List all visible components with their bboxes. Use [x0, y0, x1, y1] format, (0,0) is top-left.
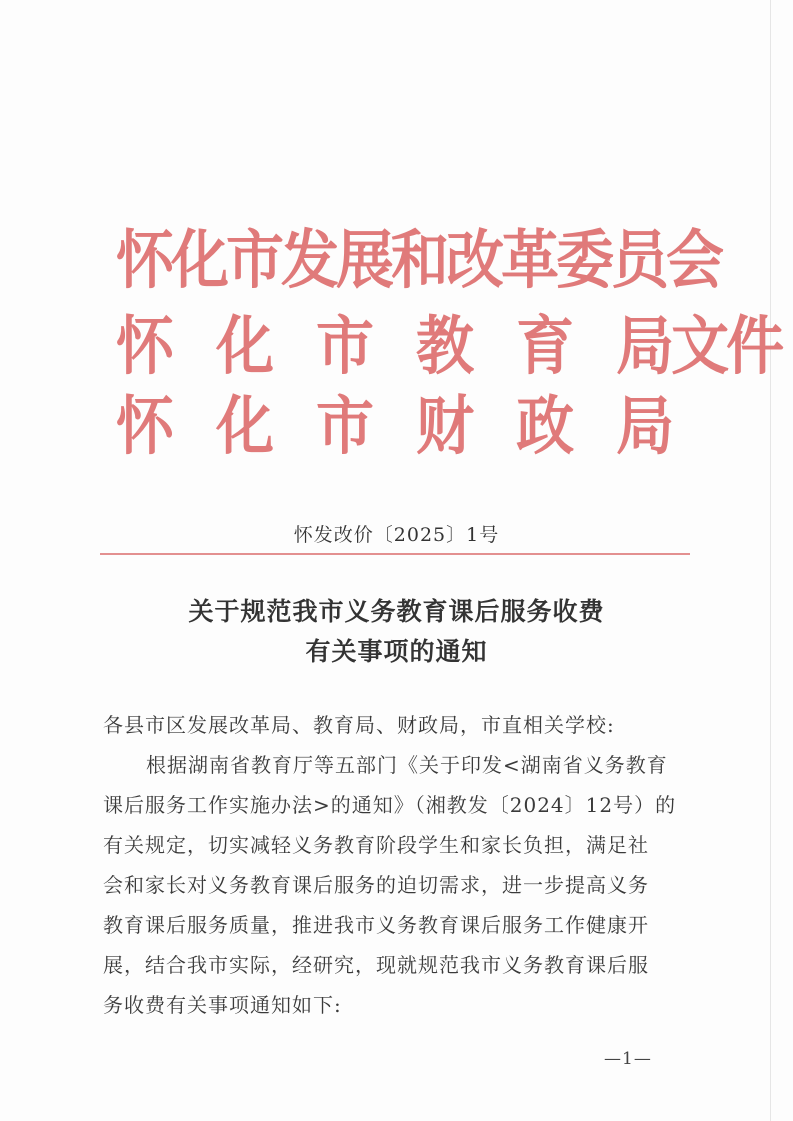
body-text-line: 根据湖南省教育厅等五部门《关于印发<湖南省义务教育 [146, 753, 668, 777]
body-text-line: 务收费有关事项通知如下: [103, 993, 342, 1017]
issuer-header-2-suffix: 局文件 [616, 308, 782, 384]
issuer-header-3-char: 政 [516, 388, 575, 464]
document-title-line-1: 关于规范我市义务教育课后服务收费 [188, 597, 605, 626]
issuer-header-2-char: 市 [316, 308, 375, 384]
page-number: —1— [604, 1049, 652, 1069]
issuer-header-line-2 [116, 308, 782, 384]
red-separator-rule [100, 553, 690, 555]
issuer-header-3-char: 市 [316, 388, 375, 464]
issuer-header-3-char: 化 [216, 388, 275, 464]
issuer-header-2-char: 怀 [116, 308, 175, 384]
body-text-line: 教育课后服务质量，推进我市义务教育课后服务工作健康开 [103, 913, 649, 937]
issuer-header-3-char: 局 [616, 388, 675, 464]
issuer-header-3-char: 财 [416, 388, 475, 464]
issuer-header-2-char: 育 [516, 308, 575, 384]
body-text-line: 课后服务工作实施办法>的通知》（湘教发〔2024〕12号）的 [103, 793, 677, 817]
document-number: 怀发改价〔2025〕1号 [293, 524, 500, 546]
issuer-header-3-char: 怀 [116, 388, 175, 464]
issuer-header-line-3 [116, 388, 675, 464]
body-text-line: 会和家长对义务教育课后服务的迫切需求，进一步提高义务 [103, 873, 649, 897]
issuer-header-2-char: 教 [416, 308, 475, 384]
addressee: 各县市区发展改革局、教育局、财政局，市直相关学校: [103, 713, 615, 737]
body-text-line: 展，结合我市实际，经研究，现就规范我市义务教育课后服 [103, 953, 649, 977]
issuer-header-2-char: 化 [216, 308, 275, 384]
issuer-header-line-1: 怀化市发展和改革委员会 [116, 222, 722, 298]
document-title-line-2: 有关事项的通知 [305, 637, 488, 666]
scan-edge-line [770, 0, 771, 1121]
body-text-line: 有关规定，切实减轻义务教育阶段学生和家长负担，满足社 [103, 833, 649, 857]
